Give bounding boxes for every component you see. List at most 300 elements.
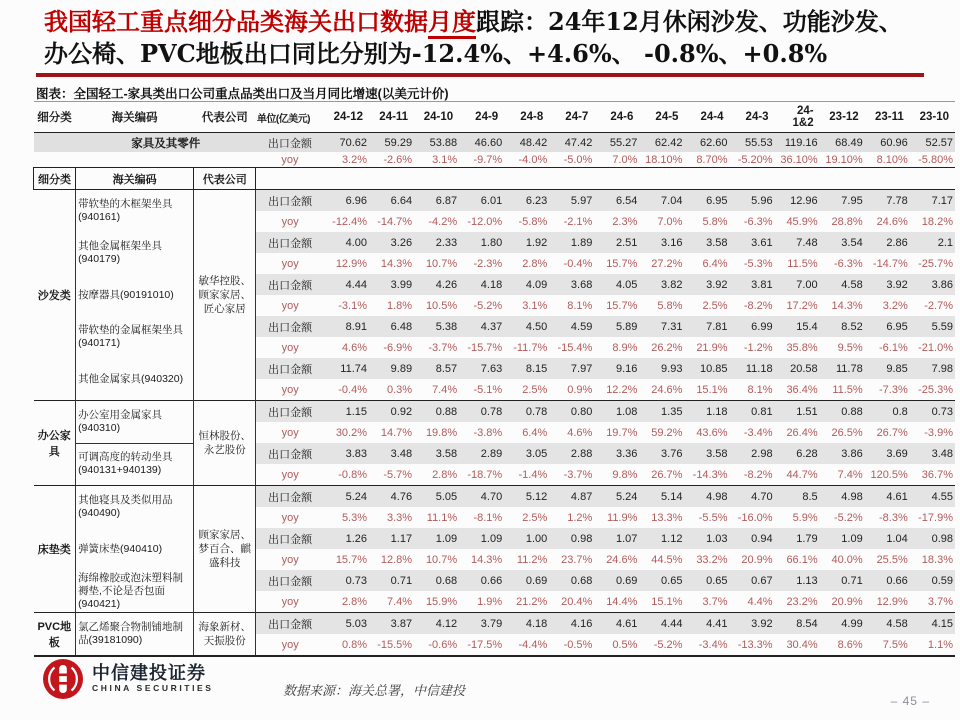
value-cell: 4.58 <box>820 274 865 295</box>
value-cell: 0.65 <box>684 570 729 591</box>
value-cell: -1.4% <box>518 468 548 481</box>
header-cell: 细分类 <box>34 102 76 133</box>
value-cell: 1.92 <box>504 232 549 253</box>
value-cell: -5.20% <box>737 153 773 166</box>
value-cell: 3.05 <box>504 443 549 464</box>
value-cell: -5.8% <box>518 215 548 228</box>
value-cell: 0.98 <box>549 528 594 549</box>
value-cell: 0.71 <box>820 570 865 591</box>
company-cell: 敏华控股、顾家家居、匠心家居 <box>194 190 256 401</box>
value-cell: 44.7% <box>786 468 818 481</box>
logo-text <box>92 664 214 694</box>
value-cell: 2.89 <box>459 443 504 464</box>
company-cell: 顾家家居、梦百合、麒盛科技 <box>194 486 256 613</box>
value-cell: 4.76 <box>369 486 414 508</box>
value-cell: 3.86 <box>910 274 955 295</box>
value-cell: 7.4% <box>837 468 863 481</box>
value-cell: 4.98 <box>684 486 729 508</box>
value-cell: 3.1% <box>522 299 548 312</box>
value-cell: 11.18 <box>730 358 775 379</box>
value-cell: 0.66 <box>459 570 504 591</box>
subheader-cell: 海关编码 <box>76 168 194 190</box>
value-cell: 11.78 <box>820 358 865 379</box>
value-cell: -5.0% <box>563 153 593 166</box>
value-cell: 3.92 <box>865 274 910 295</box>
value-cell: 8.1% <box>747 383 773 396</box>
value-cell: 0.80 <box>549 401 594 423</box>
value-cell: -9.7% <box>473 153 503 166</box>
value-cell: -3.8% <box>473 426 503 439</box>
category-cell: 床垫类 <box>34 486 76 613</box>
value-cell: 3.36 <box>594 443 639 464</box>
title-underline-rule <box>36 73 924 77</box>
value-cell: 0.98 <box>910 528 955 549</box>
value-cell: 3.16 <box>639 232 684 253</box>
product-cell: 其他寝具及类似用品(940490) <box>76 486 194 529</box>
table-row <box>34 486 956 508</box>
value-cell: 52.57 <box>925 136 953 149</box>
value-cell: -2.6% <box>383 153 413 166</box>
value-cell: 1.79 <box>775 528 820 549</box>
indicator-label: yoy <box>281 341 299 354</box>
value-cell: 2.8% <box>432 468 458 481</box>
value-cell: 1.04 <box>865 528 910 549</box>
value-cell: -13.3% <box>737 638 773 651</box>
value-cell: 0.65 <box>639 570 684 591</box>
value-cell: 5.3% <box>341 511 368 524</box>
value-cell: 8.15 <box>504 358 549 379</box>
title-black-segment: 跟踪：24年12月休闲沙发、功能沙发、办公椅、PVC地板出口同比分别为-12.4%、+4.6%、 -0.8%、+0.8% <box>44 7 903 68</box>
product-cell: 氯乙烯聚合物制铺地制品(39181090) <box>76 613 194 657</box>
value-cell: 1.12 <box>639 528 684 549</box>
value-cell: 3.58 <box>684 443 729 464</box>
value-cell: 0.68 <box>549 570 594 591</box>
header-cell: 24-11 <box>369 102 414 133</box>
value-cell: 7.81 <box>684 316 729 337</box>
value-cell: -0.6% <box>428 638 458 651</box>
value-cell: 6.01 <box>459 190 504 212</box>
value-cell: 2.33 <box>414 232 459 253</box>
logo-english-name: CHINA SECURITIES <box>92 683 214 693</box>
subheader-cell: 代表公司 <box>194 168 256 190</box>
value-cell: 3.54 <box>820 232 865 253</box>
value-cell: -8.2% <box>743 299 773 312</box>
subheader-cell: 细分类 <box>34 168 76 190</box>
value-cell: 3.2% <box>341 153 368 166</box>
indicator-label: yoy <box>281 426 299 439</box>
header-cell: 24-1&2 <box>775 102 820 133</box>
value-cell: 6.64 <box>369 190 414 212</box>
product-cell: 海绵橡胶或泡沫塑料制褥垫,不论是否包面(940421) <box>76 570 194 613</box>
value-cell: 4.44 <box>324 274 369 295</box>
header-cell: 海关编码 <box>76 102 194 133</box>
value-cell: 3.7% <box>702 595 728 608</box>
value-cell: -5.2% <box>833 511 863 524</box>
value-cell: 7.31 <box>639 316 684 337</box>
value-cell: 4.70 <box>730 486 775 508</box>
product-cell: 弹簧床垫(940410) <box>76 528 194 570</box>
header-cell: 23-12 <box>820 102 865 133</box>
value-cell: 0.5% <box>612 638 638 651</box>
value-cell: -6.3% <box>743 215 773 228</box>
value-cell: -25.3% <box>918 383 953 396</box>
value-cell: 4.55 <box>910 486 955 508</box>
value-cell: -0.4% <box>338 383 368 396</box>
value-cell: 0.8% <box>341 638 368 651</box>
spacer-cell <box>76 152 256 168</box>
value-cell: 15.1% <box>696 383 728 396</box>
value-cell: 14.3% <box>380 257 413 270</box>
value-cell: 20.58 <box>775 358 820 379</box>
value-cell: 15.7% <box>606 257 638 270</box>
value-cell: -2.3% <box>473 257 503 270</box>
value-cell: 0.78 <box>504 401 549 423</box>
header-cell: 24-4 <box>684 102 729 133</box>
value-cell: 3.99 <box>369 274 414 295</box>
value-cell: -5.5% <box>698 511 728 524</box>
spacer-cell <box>34 133 76 153</box>
category-cell: 办公家具 <box>34 401 76 486</box>
value-cell: -3.4% <box>743 426 773 439</box>
table-row <box>34 316 956 337</box>
header-cell: 24-8 <box>504 102 549 133</box>
value-cell: 26.2% <box>651 341 683 354</box>
value-cell: 40.0% <box>831 553 863 566</box>
summary-amount-row <box>34 133 956 153</box>
value-cell: 21.9% <box>696 341 728 354</box>
value-cell: 8.1% <box>567 299 593 312</box>
page-title <box>44 6 926 70</box>
value-cell: 24.6% <box>876 215 908 228</box>
value-cell: -5.2% <box>473 299 503 312</box>
value-cell: 8.91 <box>324 316 369 337</box>
value-cell: 18.2% <box>921 215 953 228</box>
value-cell: 4.16 <box>549 613 594 635</box>
value-cell: 19.7% <box>606 426 638 439</box>
value-cell: 7.04 <box>639 190 684 212</box>
value-cell: 6.87 <box>414 190 459 212</box>
value-cell: 46.60 <box>474 136 503 149</box>
header-cell: 24-9 <box>459 102 504 133</box>
value-cell: 0.69 <box>594 570 639 591</box>
value-cell: 4.15 <box>910 613 955 635</box>
spacer-cell <box>34 152 76 168</box>
table-row <box>34 401 956 423</box>
value-cell: -2.7% <box>924 299 953 312</box>
value-cell: 3.83 <box>324 443 369 464</box>
value-cell: -0.5% <box>563 638 593 651</box>
value-cell: 6.54 <box>594 190 639 212</box>
value-cell: 3.58 <box>684 232 729 253</box>
value-cell: -25.7% <box>918 257 953 270</box>
value-cell: 1.03 <box>684 528 729 549</box>
value-cell: 30.2% <box>335 426 368 439</box>
value-cell: 11.2% <box>516 553 548 566</box>
value-cell: 30.4% <box>786 638 818 651</box>
value-cell: 1.09 <box>414 528 459 549</box>
value-cell: 4.6% <box>567 426 593 439</box>
value-cell: 0.59 <box>910 570 955 591</box>
value-cell: 19.8% <box>425 426 458 439</box>
value-cell: 6.23 <box>504 190 549 212</box>
indicator-label: 出口金额 <box>256 232 324 253</box>
company-cell: 恒林股份、永艺股份 <box>194 401 256 486</box>
value-cell: 5.14 <box>639 486 684 508</box>
value-cell: 8.54 <box>775 613 820 635</box>
value-cell: 5.9% <box>792 511 818 524</box>
value-cell: 9.85 <box>865 358 910 379</box>
value-cell: 12.8% <box>380 553 413 566</box>
value-cell: 60.96 <box>880 136 908 149</box>
value-cell: 7.17 <box>910 190 955 212</box>
value-cell: 2.98 <box>730 443 775 464</box>
value-cell: 1.13 <box>775 570 820 591</box>
value-cell: 5.24 <box>324 486 369 508</box>
value-cell: 11.1% <box>426 511 458 524</box>
value-cell: 3.48 <box>910 443 955 464</box>
value-cell: 2.86 <box>865 232 910 253</box>
value-cell: 26.7% <box>876 426 908 439</box>
indicator-label: 出口金额 <box>256 613 324 635</box>
value-cell: 4.98 <box>820 486 865 508</box>
value-cell: 3.1% <box>432 153 458 166</box>
value-cell: 0.88 <box>820 401 865 423</box>
value-cell: 1.80 <box>459 232 504 253</box>
value-cell: 6.4% <box>522 426 548 439</box>
value-cell: 7.4% <box>432 383 458 396</box>
value-cell: 6.28 <box>775 443 820 464</box>
value-cell: -8.1% <box>473 511 503 524</box>
value-cell: -18.7% <box>467 468 503 481</box>
table-row <box>34 570 956 591</box>
value-cell: 8.6% <box>837 638 863 651</box>
header-cell: 24-6 <box>594 102 639 133</box>
table-row <box>34 528 956 549</box>
value-cell: 1.00 <box>504 528 549 549</box>
value-cell: 9.16 <box>594 358 639 379</box>
value-cell: 25.5% <box>876 553 908 566</box>
value-cell: 28.8% <box>831 215 863 228</box>
value-cell: 2.51 <box>594 232 639 253</box>
value-cell: 3.81 <box>730 274 775 295</box>
product-cell: 办公室用金属家具(940310) <box>76 401 194 444</box>
value-cell: 4.99 <box>820 613 865 635</box>
summary-yoy-row <box>34 152 956 168</box>
product-cell: 可调高度的转动坐具(940131+940139) <box>76 443 194 486</box>
header-cell: 24-12 <box>324 102 369 133</box>
value-cell: 3.86 <box>820 443 865 464</box>
value-cell: 7.4% <box>387 595 413 608</box>
value-cell: -7.3% <box>879 383 908 396</box>
value-cell: 12.96 <box>775 190 820 212</box>
value-cell: 14.7% <box>380 426 413 439</box>
value-cell: 0.3% <box>387 383 413 396</box>
header-cell: 代表公司 <box>194 102 256 133</box>
value-cell: 8.57 <box>414 358 459 379</box>
indicator-label: 出口金额 <box>256 401 324 423</box>
indicator-label: yoy <box>281 595 299 608</box>
value-cell: 3.79 <box>459 613 504 635</box>
header-row <box>34 102 956 133</box>
value-cell: 4.50 <box>504 316 549 337</box>
value-cell: -5.1% <box>473 383 503 396</box>
value-cell: 17.2% <box>786 299 818 312</box>
header-cell: 24-7 <box>549 102 594 133</box>
value-cell: 11.5% <box>832 383 863 396</box>
value-cell: 10.85 <box>684 358 729 379</box>
indicator-label: yoy <box>281 638 299 651</box>
value-cell: -12.0% <box>467 215 503 228</box>
value-cell: 26.7% <box>651 468 683 481</box>
value-cell: 4.05 <box>594 274 639 295</box>
table-row <box>34 443 956 464</box>
spacer-cell <box>256 168 955 190</box>
value-cell: 0.92 <box>369 401 414 423</box>
logo-chinese-name: 中信建投证券 <box>92 663 206 684</box>
value-cell: 1.51 <box>775 401 820 423</box>
value-cell: 4.12 <box>414 613 459 635</box>
value-cell: 24.6% <box>606 553 638 566</box>
value-cell: 5.8% <box>702 215 728 228</box>
title-red-segment: 我国轻工重点细分品类海关出口数据 <box>44 7 428 36</box>
value-cell: 20.9% <box>741 553 773 566</box>
value-cell: 70.62 <box>339 136 368 149</box>
header-cell: 单位(亿美元) <box>256 102 324 133</box>
product-cell: 其他金属框架坐具(940179) <box>76 232 194 274</box>
value-cell: 14.3% <box>831 299 863 312</box>
value-cell: 2.5% <box>702 299 728 312</box>
value-cell: 12.9% <box>876 595 908 608</box>
value-cell: 2.5% <box>522 511 548 524</box>
value-cell: 53.88 <box>429 136 458 149</box>
product-cell: 其他金属家具(940320) <box>76 358 194 401</box>
indicator-label: yoy <box>281 553 299 566</box>
value-cell: 11.74 <box>324 358 369 379</box>
value-cell: 3.82 <box>639 274 684 295</box>
table-row <box>34 613 956 635</box>
value-cell: -4.4% <box>518 638 548 651</box>
value-cell: -1.2% <box>743 341 773 354</box>
value-cell: 0.69 <box>504 570 549 591</box>
value-cell: -17.9% <box>918 511 953 524</box>
value-cell: 0.78 <box>459 401 504 423</box>
value-cell: -3.1% <box>338 299 368 312</box>
value-cell: 13.3% <box>651 511 683 524</box>
export-table <box>33 101 955 657</box>
value-cell: -6.3% <box>833 257 863 270</box>
value-cell: 0.71 <box>369 570 414 591</box>
value-cell: 0.66 <box>865 570 910 591</box>
header-cell: 23-10 <box>910 102 955 133</box>
value-cell: 15.9% <box>425 595 458 608</box>
value-cell: -4.2% <box>428 215 458 228</box>
value-cell: 7.00 <box>775 274 820 295</box>
value-cell: 3.68 <box>549 274 594 295</box>
value-cell: 55.27 <box>609 136 638 149</box>
header-cell: 24-3 <box>730 102 775 133</box>
value-cell: -2.1% <box>563 215 593 228</box>
value-cell: 3.61 <box>730 232 775 253</box>
value-cell: 5.59 <box>910 316 955 337</box>
value-cell: 44.5% <box>651 553 683 566</box>
value-cell: 9.5% <box>837 341 863 354</box>
value-cell: 10.7% <box>425 553 458 566</box>
value-cell: -0.4% <box>563 257 593 270</box>
value-cell: 59.2% <box>651 426 683 439</box>
value-cell: 0.94 <box>730 528 775 549</box>
value-cell: 20.9% <box>831 595 863 608</box>
value-cell: -6.9% <box>383 341 413 354</box>
value-cell: 11.9% <box>607 511 638 524</box>
indicator-label: 出口金额 <box>256 358 324 379</box>
value-cell: 14.3% <box>471 553 503 566</box>
value-cell: 6.99 <box>730 316 775 337</box>
value-cell: 9.8% <box>612 468 638 481</box>
header-cell: 23-11 <box>865 102 910 133</box>
value-cell: 7.98 <box>910 358 955 379</box>
value-cell: 0.81 <box>730 401 775 423</box>
table-row <box>34 232 956 253</box>
value-cell: 9.89 <box>369 358 414 379</box>
value-cell: 15.4 <box>775 316 820 337</box>
value-cell: 5.05 <box>414 486 459 508</box>
value-cell: -3.9% <box>924 426 953 439</box>
value-cell: -6.1% <box>879 341 908 354</box>
value-cell: 0.88 <box>414 401 459 423</box>
value-cell: 3.92 <box>730 613 775 635</box>
value-cell: 1.18 <box>684 401 729 423</box>
value-cell: 19.10% <box>825 153 863 166</box>
value-cell: 0.73 <box>910 401 955 423</box>
value-cell: 9.93 <box>639 358 684 379</box>
value-cell: -14.7% <box>377 215 413 228</box>
value-cell: 7.0% <box>612 153 638 166</box>
value-cell: 5.97 <box>549 190 594 212</box>
value-cell: 11.5% <box>787 257 818 270</box>
value-cell: 3.26 <box>369 232 414 253</box>
value-cell: 5.96 <box>730 190 775 212</box>
value-cell: 4.87 <box>549 486 594 508</box>
value-cell: 21.2% <box>516 595 548 608</box>
value-cell: 3.3% <box>387 511 413 524</box>
value-cell: 6.96 <box>324 190 369 212</box>
value-cell: 1.07 <box>594 528 639 549</box>
value-cell: -5.80% <box>918 153 953 166</box>
value-cell: 2.8% <box>522 257 548 270</box>
value-cell: 6.48 <box>369 316 414 337</box>
product-cell: 按摩器具(90191010) <box>76 274 194 316</box>
indicator-label: 出口金额 <box>256 570 324 591</box>
value-cell: -3.7% <box>428 341 458 354</box>
value-cell: 5.03 <box>324 613 369 635</box>
value-cell: 1.15 <box>324 401 369 423</box>
citic-logo-icon <box>42 658 84 700</box>
value-cell: 59.29 <box>384 136 413 149</box>
title-underlined-segment: 月度 <box>428 7 476 39</box>
value-cell: 66.1% <box>786 553 818 566</box>
value-cell: -21.0% <box>918 341 953 354</box>
value-cell: 27.2% <box>651 257 683 270</box>
value-cell: 36.10% <box>780 153 818 166</box>
value-cell: 24.6% <box>651 383 683 396</box>
category-cell: PVC地板 <box>34 613 76 657</box>
indicator-label: 出口金额 <box>256 316 324 337</box>
value-cell: -12.4% <box>332 215 368 228</box>
product-cell: 带软垫的金属框架坐具(940171) <box>76 316 194 358</box>
value-cell: 8.52 <box>820 316 865 337</box>
value-cell: 3.48 <box>369 443 414 464</box>
value-cell: 48.42 <box>519 136 548 149</box>
